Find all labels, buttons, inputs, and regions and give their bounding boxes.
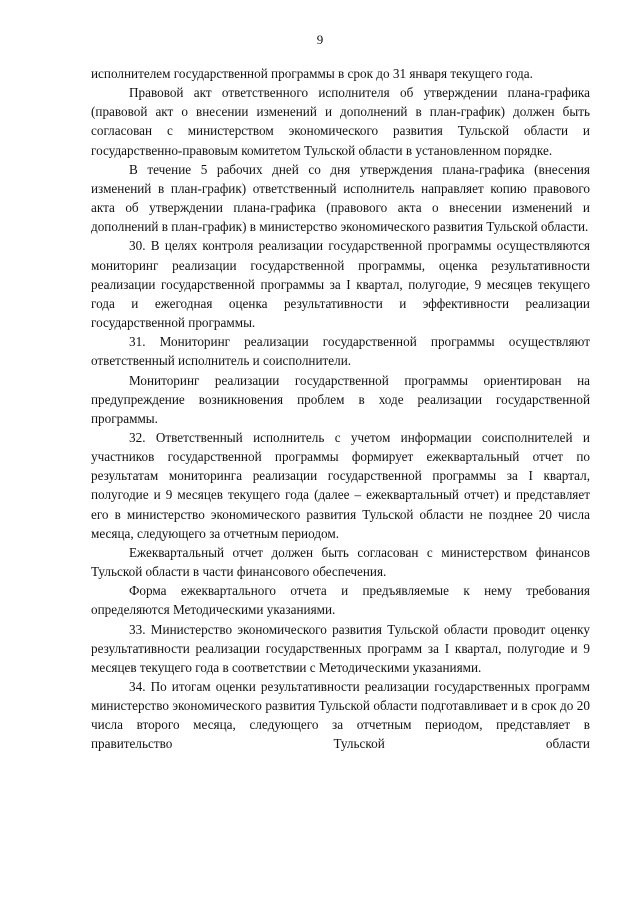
page-number: 9 xyxy=(316,32,324,47)
paragraph: 32. Ответственный исполнитель с учетом информации соисполнителей и участников государственной программы формирует ежеквартальный отчет по результатам мониторинга реализации государственной программы за I квартал, полугодие и 9 месяцев текущего года (далее – ежеквартальный отчет) и представляет его в министерство экономического развития Тульской области не позднее 20 числа месяца, следующего за отчетным периодом. xyxy=(91,429,590,541)
paragraph: Правовой акт ответственного исполнителя об утверждении плана-графика (правовой акт о внесении изменений и дополнений в план-график) должен быть согласован с министерством экономического развития Тульской области и государственно-правовым комитетом Тульской области в установленном порядке. xyxy=(91,85,590,158)
paragraph: 33. Министерство экономического развития Тульской области проводит оценку результативности реализации государственных программ за I квартал, полугодие и 9 месяцев текущего года в соответствии с Методическими указаниями. xyxy=(91,621,590,675)
paragraph: исполнителем государственной программы в срок до 31 января текущего года. xyxy=(91,66,533,81)
paragraph: Ежеквартальный отчет должен быть согласован с министерством финансов Тульской области в части финансового обеспечения. xyxy=(91,544,590,580)
paragraph: 30. В целях контроля реализации государственной программы осуществляются мониторинг реализации государственной программы, оценка результативности реализации государственной программы за I квартал, полугодие, 9 месяцев текущего года и ежегодная оценка результативности и эффективности реализации государственной программы. xyxy=(91,238,590,331)
paragraph: 31. Мониторинг реализации государственной программы осуществляют ответственный исполнитель и соисполнители. xyxy=(91,334,590,369)
document-body xyxy=(91,64,590,754)
paragraph: В течение 5 рабочих дней со дня утверждения плана-графика (внесения изменений в план-график) ответственный исполнитель направляет копию правового акта об утверждении плана-графика (правового акта о внесении изменений и дополнений в план-график) в министерство экономического развития Тульской области. xyxy=(91,161,590,235)
paragraph: Мониторинг реализации государственной программы ориентирован на предупреждение возникновения проблем в ходе реализации государственной программы. xyxy=(91,372,590,426)
paragraph: Форма ежеквартального отчета и предъявляемые к нему требования определяются Методическими указаниями. xyxy=(91,583,590,618)
paragraph: 34. По итогам оценки результативности реализации государственных программ министерство экономического развития Тульской области подготавливает и в срок до 20 числа второго месяца, следующего за отчетным периодом, представляет в правительство Тульской области xyxy=(91,679,590,752)
